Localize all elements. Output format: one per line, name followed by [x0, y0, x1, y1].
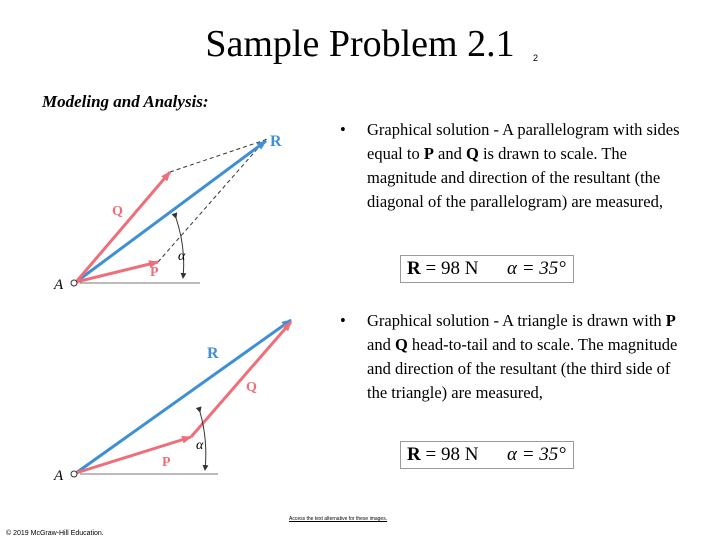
bullet-marker: • [340, 120, 346, 139]
label-alpha: α [178, 249, 186, 264]
copyright-notice: © 2019 McGraw-Hill Education. [6, 530, 104, 537]
result-angle: α = 35° [507, 258, 566, 279]
label-a: A [54, 468, 64, 484]
section-subtitle: Modeling and Analysis: [42, 92, 209, 111]
label-a: A [54, 277, 64, 293]
slide-number: 2 [533, 53, 539, 63]
result-box [400, 441, 574, 469]
resultant-vector-r [76, 141, 266, 282]
bullet-text: Graphical solution - A parallelogram with sides equal to P and Q is drawn to scale. The magnitude and direction of the resultant (the diagonal of the parallelogram) are measured, [367, 120, 680, 211]
result-magnitude: R = 98 N [407, 258, 479, 279]
resultant-vector-r [76, 320, 291, 473]
label-q: Q [112, 204, 123, 219]
parallelogram-diagram [53, 133, 282, 293]
triangle-diagram [53, 320, 291, 484]
label-q: Q [246, 380, 257, 395]
result-magnitude: R = 98 N [407, 444, 479, 465]
label-p: P [150, 265, 159, 280]
label-r: R [270, 133, 282, 150]
result-angle: α = 35° [507, 444, 566, 465]
result-box [400, 255, 574, 283]
text-alternative-link[interactable]: Access the text alternative for these images. [289, 516, 388, 522]
label-alpha: α [196, 438, 204, 453]
vector-p [76, 437, 191, 473]
angle-arc [176, 218, 184, 278]
bullet-text: Graphical solution - A triangle is drawn with P and Q head-to-tail and to scale. The magnitude and direction of the resultant (the third side of the triangle) are measured, [367, 311, 678, 402]
label-r: R [207, 345, 219, 362]
slide-title: Sample Problem 2.1 [205, 23, 515, 65]
origin-point [71, 471, 77, 477]
origin-point [71, 280, 77, 286]
dashed-side-p [170, 139, 268, 172]
label-p: P [162, 455, 171, 470]
bullet-marker: • [340, 311, 346, 330]
